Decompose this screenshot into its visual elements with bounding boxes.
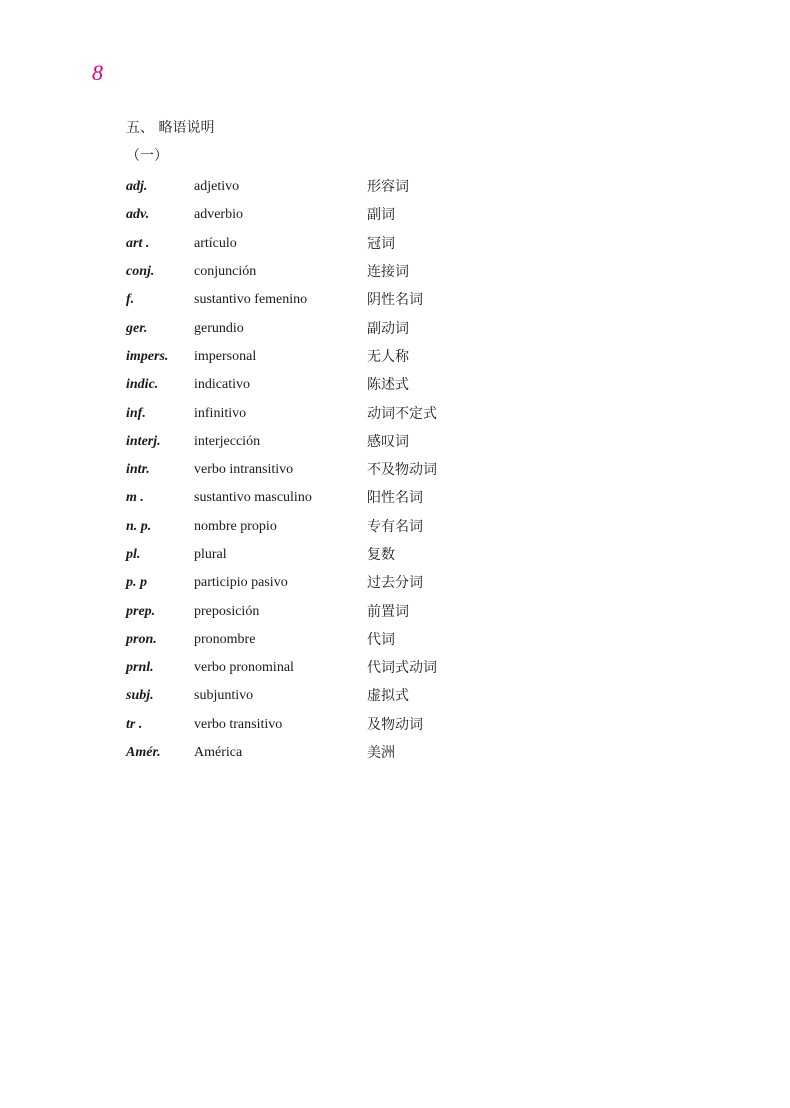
spanish-term: artículo: [194, 235, 237, 251]
chinese-term: 动词不定式: [367, 405, 437, 422]
abbreviation: ger.: [126, 320, 148, 336]
subsection-label: （一）: [126, 148, 168, 164]
chinese-term: 美洲: [367, 745, 395, 762]
chinese-term: 感叹词: [367, 433, 409, 450]
abbreviation: p. p: [126, 575, 147, 591]
spanish-term: adverbio: [194, 207, 243, 223]
abbreviation: adv.: [126, 207, 150, 223]
spanish-term: preposición: [194, 603, 260, 619]
abbreviation-row: [126, 682, 437, 710]
abbreviation-row: [126, 173, 437, 201]
abbreviation-row: [126, 286, 437, 314]
abbreviation: pl.: [126, 547, 141, 562]
abbreviation: prep.: [126, 603, 156, 619]
abbreviation-row: [126, 513, 437, 541]
spanish-term: indicativo: [194, 377, 250, 393]
spanish-term: interjección: [194, 433, 261, 449]
chinese-term: 代词式动词: [367, 660, 437, 677]
abbreviation: intr.: [126, 462, 150, 478]
chinese-term: 复数: [367, 547, 395, 563]
abbreviation: pron.: [126, 631, 157, 647]
abbreviation-row: [126, 654, 437, 682]
abbreviation: adj.: [126, 179, 148, 195]
abbreviation-table-body: [126, 173, 437, 767]
spanish-term: verbo pronominal: [194, 660, 294, 676]
spanish-term: verbo transitivo: [194, 716, 283, 732]
abbreviation-table: [126, 173, 437, 767]
chinese-term: 冠词: [367, 235, 395, 252]
chinese-term: 陈述式: [367, 377, 409, 394]
abbreviation-row: [126, 314, 437, 342]
abbreviation: prnl.: [126, 660, 154, 676]
chinese-term: 前置词: [367, 603, 409, 620]
chinese-term: 过去分词: [367, 575, 423, 592]
abbreviation-row: [126, 484, 437, 512]
chinese-term: 阴性名词: [367, 292, 423, 309]
spanish-term: sustantivo femenino: [194, 292, 308, 308]
spanish-term: adjetivo: [194, 179, 240, 195]
chinese-term: 阳性名词: [367, 490, 423, 507]
spanish-term: sustantivo masculino: [194, 490, 312, 506]
spanish-term: conjunción: [194, 264, 257, 280]
abbreviation-row: [126, 201, 437, 229]
chinese-term: 虚拟式: [367, 688, 409, 705]
abbreviation-row: [126, 343, 437, 371]
chinese-term: 无人称: [367, 348, 409, 365]
chinese-term: 专有名词: [367, 518, 423, 535]
abbreviation: f.: [126, 292, 135, 308]
abbreviation-row: [126, 739, 437, 767]
abbreviation: indic.: [126, 377, 159, 393]
chinese-term: 副词: [367, 207, 395, 224]
abbreviation-row: [126, 597, 437, 625]
spanish-term: subjuntivo: [194, 688, 254, 704]
abbreviation-row: [126, 399, 437, 427]
abbreviation: m .: [126, 490, 144, 506]
spanish-term: impersonal: [194, 348, 257, 364]
chinese-term: 代词: [367, 631, 395, 648]
abbreviation: subj.: [126, 688, 154, 704]
chinese-term: 不及物动词: [367, 462, 437, 479]
chinese-term: 及物动词: [367, 716, 423, 733]
abbreviation-row: [126, 626, 437, 654]
page-number: 8: [92, 60, 103, 85]
spanish-term: infinitivo: [194, 405, 247, 421]
spanish-term: plural: [194, 547, 227, 562]
abbreviation-row: [126, 711, 437, 739]
abbreviation-row: [126, 428, 437, 456]
abbreviation-row: [126, 456, 437, 484]
abbreviation: n. p.: [126, 518, 152, 534]
abbreviation-row: [126, 258, 437, 286]
section-title: 五、 略语说明: [126, 120, 215, 136]
abbreviation: tr .: [126, 716, 143, 732]
chinese-term: 连接词: [367, 264, 409, 281]
spanish-term: participio pasivo: [194, 575, 288, 591]
spanish-term: gerundio: [194, 320, 244, 336]
chinese-term: 形容词: [367, 179, 409, 196]
abbreviation-row: [126, 541, 437, 569]
abbreviation-row: [126, 569, 437, 597]
spanish-term: verbo intransitivo: [194, 462, 294, 478]
abbreviation: interj.: [126, 433, 161, 449]
abbreviation-row: [126, 230, 437, 258]
abbreviation: art .: [126, 235, 150, 251]
abbreviation: Amér.: [126, 745, 161, 761]
abbreviation: conj.: [126, 264, 155, 280]
spanish-term: pronombre: [194, 631, 256, 647]
abbreviation-row: [126, 371, 437, 399]
chinese-term: 副动词: [367, 320, 409, 337]
abbreviation: impers.: [126, 348, 169, 364]
spanish-term: América: [194, 745, 243, 761]
abbreviation: inf.: [126, 405, 146, 421]
spanish-term: nombre propio: [194, 518, 277, 534]
